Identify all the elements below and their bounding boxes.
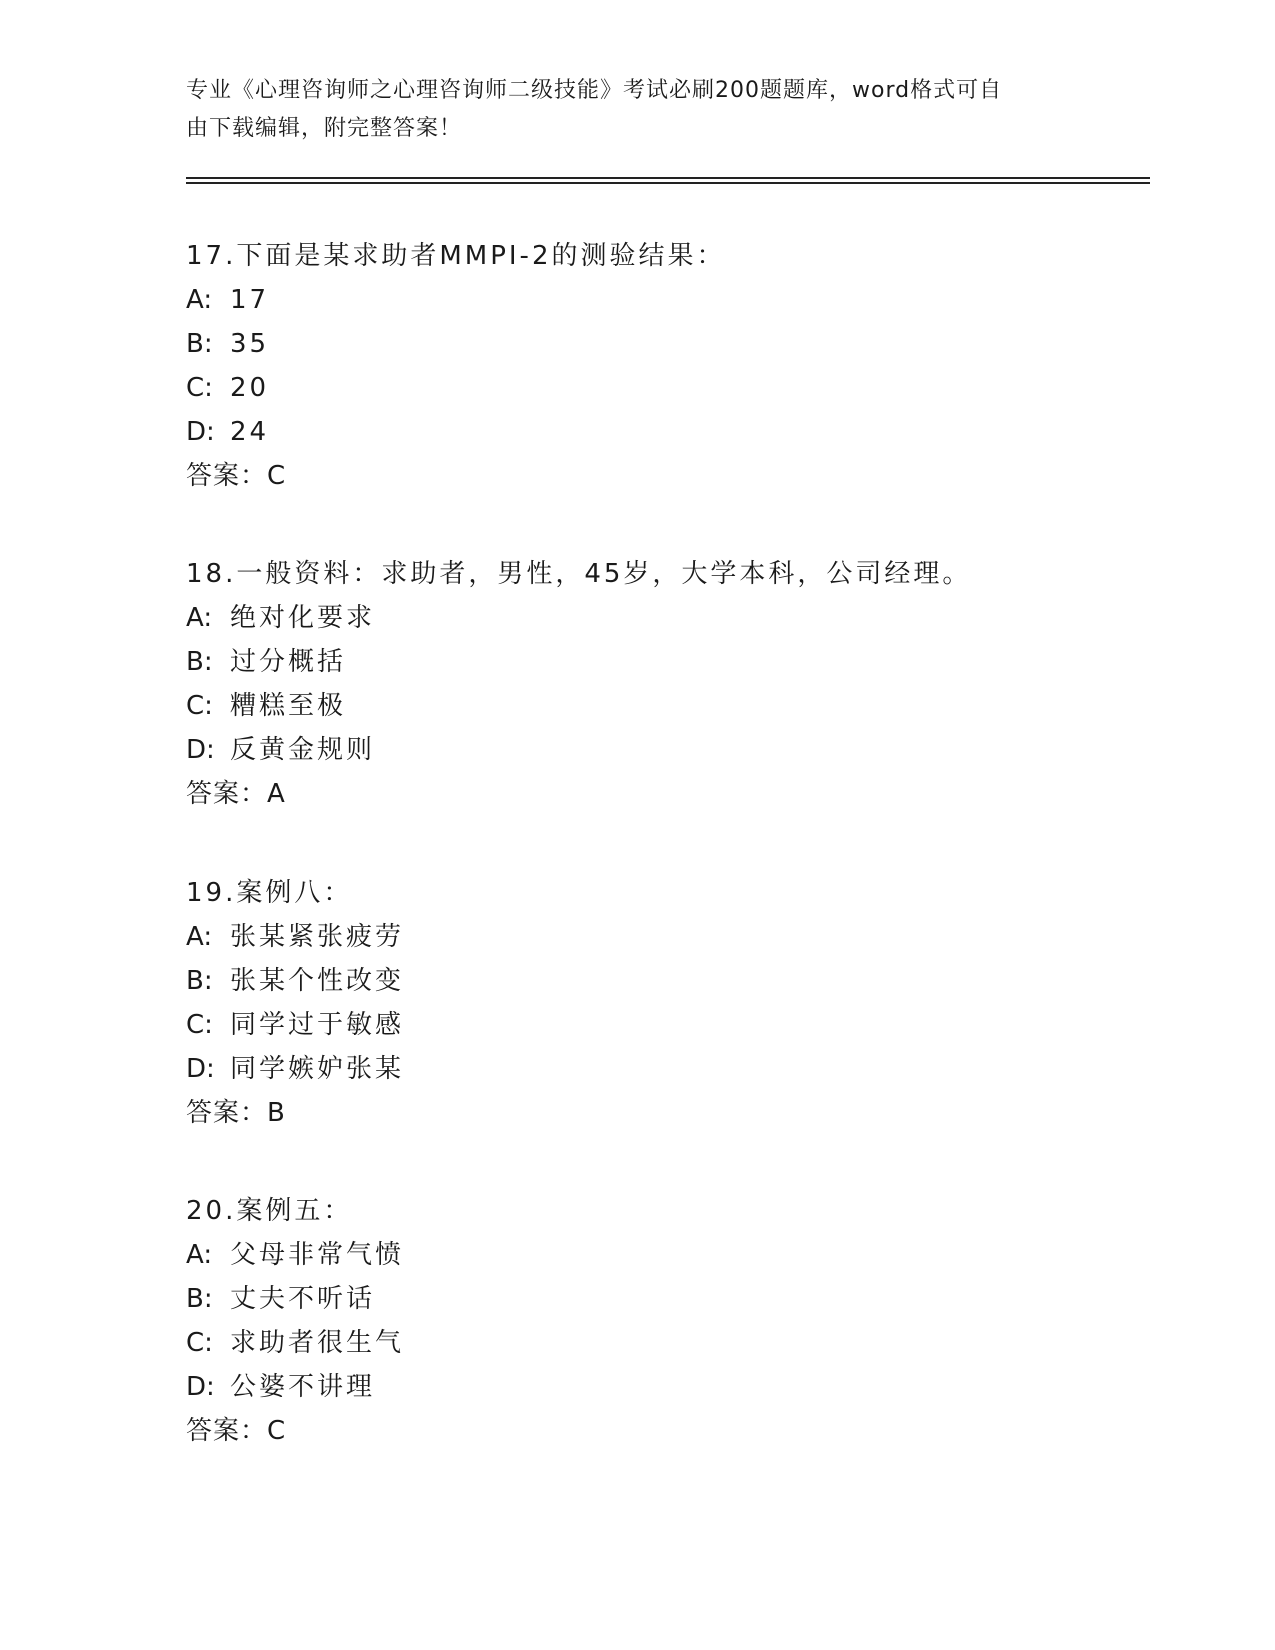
option-text: 父母非常气愤 xyxy=(230,1240,405,1270)
option-text: 过分概括 xyxy=(230,647,347,677)
option-letter: A: xyxy=(186,1240,213,1270)
question-stem: 19.案例八： xyxy=(186,878,353,908)
option-d xyxy=(186,410,1086,454)
option-text: 反黄金规则 xyxy=(230,735,376,765)
answer-line: 答案：B xyxy=(186,1098,286,1128)
header-divider-top xyxy=(186,177,1150,179)
option-letter: C: xyxy=(186,373,213,403)
option-a xyxy=(186,596,1086,640)
option-letter: B: xyxy=(186,647,213,677)
option-text: 17 xyxy=(230,285,270,315)
option-letter: D: xyxy=(186,735,215,765)
option-c xyxy=(186,366,1086,410)
option-a xyxy=(186,915,1086,959)
option-a xyxy=(186,278,1086,322)
option-c xyxy=(186,1321,1086,1365)
option-letter: B: xyxy=(186,329,213,359)
option-text: 20 xyxy=(230,373,270,403)
option-letter: A: xyxy=(186,603,213,633)
question-19 xyxy=(186,871,1086,1135)
header-divider-bottom xyxy=(186,182,1150,184)
question-17 xyxy=(186,234,1086,498)
option-text: 糟糕至极 xyxy=(230,691,347,721)
option-text: 同学过于敏感 xyxy=(230,1010,405,1040)
option-text: 张某个性改变 xyxy=(230,966,405,996)
option-text: 绝对化要求 xyxy=(230,603,376,633)
option-d xyxy=(186,1365,1086,1409)
option-letter: D: xyxy=(186,1372,215,1402)
option-letter: D: xyxy=(186,417,215,447)
option-text: 24 xyxy=(230,417,270,447)
question-stem: 18.一般资料：求助者，男性，45岁，大学本科，公司经理。 xyxy=(186,559,972,589)
answer-line: 答案：C xyxy=(186,461,287,491)
option-letter: B: xyxy=(186,1284,213,1314)
question-18 xyxy=(186,552,1086,816)
document-header xyxy=(186,72,1066,148)
answer-line: 答案：A xyxy=(186,779,286,809)
option-b xyxy=(186,959,1086,1003)
option-d xyxy=(186,1047,1086,1091)
option-b xyxy=(186,322,1086,366)
option-text: 公婆不讲理 xyxy=(230,1372,376,1402)
option-letter: C: xyxy=(186,1328,213,1358)
header-line-1: 专业《心理咨询师之心理咨询师二级技能》考试必刷200题题库，word格式可自 xyxy=(186,78,1003,103)
option-text: 求助者很生气 xyxy=(230,1328,405,1358)
option-text: 张某紧张疲劳 xyxy=(230,922,405,952)
option-letter: C: xyxy=(186,691,213,721)
answer-line: 答案：C xyxy=(186,1416,287,1446)
header-line-2: 由下载编辑，附完整答案！ xyxy=(186,116,463,141)
option-d xyxy=(186,728,1086,772)
option-letter: D: xyxy=(186,1054,215,1084)
option-letter: B: xyxy=(186,966,213,996)
option-b xyxy=(186,640,1086,684)
option-text: 同学嫉妒张某 xyxy=(230,1054,405,1084)
option-c xyxy=(186,684,1086,728)
option-a xyxy=(186,1233,1086,1277)
option-letter: C: xyxy=(186,1010,213,1040)
question-stem: 17.下面是某求助者MMPI-2的测验结果： xyxy=(186,241,726,271)
option-letter: A: xyxy=(186,285,213,315)
option-text: 丈夫不听话 xyxy=(230,1284,376,1314)
option-letter: A: xyxy=(186,922,213,952)
question-stem: 20.案例五： xyxy=(186,1196,353,1226)
option-c xyxy=(186,1003,1086,1047)
option-text: 35 xyxy=(230,329,270,359)
question-20 xyxy=(186,1189,1086,1453)
option-b xyxy=(186,1277,1086,1321)
